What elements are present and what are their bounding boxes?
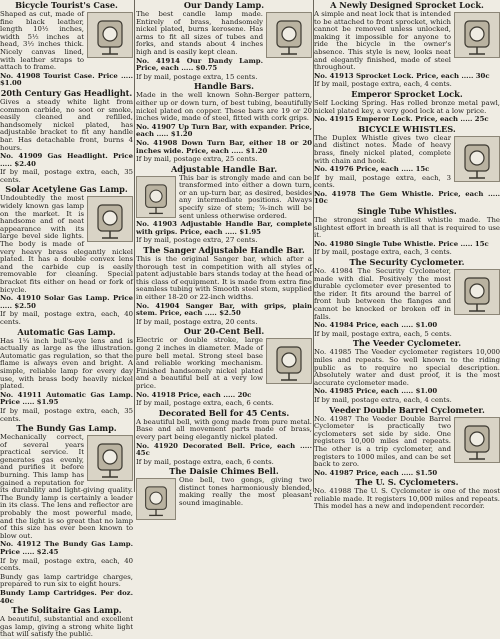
product-engraving (454, 136, 500, 182)
item-heading: Our Dandy Lamp. (183, 0, 265, 10)
item-description: Electric or double stroke, large gong 2 inches in diameter. Made of pure bell metal. Strong steel base and reliable working mechanism. Finished handsomely nickel plated and a beautiful bell at a very low price. (136, 336, 263, 390)
item-heading: Single Tube Whistles. (357, 206, 457, 217)
item-heading: BICYCLE WHISTLES. (358, 123, 456, 134)
item-price: No. 41913 Sprocket Lock. Price, each ..... 30c (314, 71, 490, 80)
item-price: No. 41980 Single Tube Whistle. Price ..... 15c (314, 239, 489, 248)
item-description: Has 1¼ inch bull's-eye lens and is actually as large as the illustration. Automatic gas regulation, so that the flame is always even and bright. A simple, reliable lamp for every day use, with brass body heavily nickel plated. (0, 336, 133, 391)
item-price: No. 41909 Gas Headlight. Price ..... $2.40 (0, 152, 133, 168)
item-description: The strongest and shrillest whistle made. The slightest effort in breath is all that is required to use it. (314, 216, 500, 240)
item-heading: The Solitaire Gas Lamp. (11, 605, 122, 616)
item-description: If by mail, postage extra, each, 35 cents. (0, 406, 133, 423)
item-price: No. 41976 Price, each ..... 15c (314, 165, 430, 174)
item-heading: Veeder Double Barrel Cyclometer. (329, 404, 485, 415)
product-engraving (87, 435, 133, 481)
item-description: Gives a steady white light from common carbide, no soot or smoke, easily cleaned and refilled, handsomely nickel plated, has adjustable bracket to fit any handle bar. Has detachable front, burns 4 hours. (0, 97, 133, 152)
item-price: No. 41910 Solar Gas Lamp. Price ..... $2.50 (0, 294, 133, 310)
item-description: If by mail, postage extra, 15 cents. (136, 72, 258, 81)
product-engraving (136, 176, 176, 218)
item-description: Shaped as cut, made of fine black leather, length 10½ inches, width 5½ inches at head, 3½ inches thick. Nicely canvas lined, with leather straps to attach to frame. (0, 10, 84, 72)
item-heading: The Security Cyclometer. (349, 257, 465, 268)
middle-column (136, 0, 312, 508)
item-price: No. 41911 Automatic Gas Lamp. Price ..... $1.95 (0, 390, 133, 407)
item-description: If by mail, postage extra, each, 6 cents. (136, 399, 274, 408)
item-price: No. 41903 Adjustable Handle Bar, complete with grips. Price, each ..... $1.95 (136, 220, 312, 236)
item-heading: Bicycle Tourist's Case. (15, 0, 118, 10)
item-description: If by mail, postage extra, 20 cents. (136, 317, 258, 326)
item-heading: Automatic Gas Lamp. (17, 326, 116, 337)
left-column (0, 0, 133, 639)
item-description: If by mail, postage extra, 25 cents. (136, 155, 258, 164)
item-description: Bundy gas lamp cartridge charges, prepared to run six to eight hours. (0, 572, 133, 589)
item-heading: The Daisie Chimes Bell. (169, 466, 279, 477)
item-heading: The Veeder Cyclometer. (352, 338, 462, 349)
product-engraving (87, 12, 133, 58)
item-price: No. 41915 Emperor Lock. Price, each ..... 25c (314, 115, 489, 124)
item-description: Mechanically correct, of several years practical service. It generates gas evenly, and purifies it before burning. This lamp has gained a reputation for its durability and light-giving quality. The Bundy lamp is certainly a leader in its class. The lens and reflector are probably the most powerful made, and the light is so great that no lamp of this size has ever been known to blow out. (0, 433, 133, 540)
item-description: If by mail, postage extra, each, 4 cents. (314, 395, 452, 404)
item-price: No. 41987 Price, each ..... $1.50 (314, 468, 438, 477)
item-heading: A Newly Designed Sprocket Lock. (330, 0, 484, 10)
item-description: If by mail, postage extra, each, 40 cents. (0, 556, 133, 573)
item-description: A beautiful, substantial and excellent gas lamp, giving a strong white light that will satisfy the public. (0, 615, 133, 639)
item-description: Self Locking Spring. Has rolled bronze metal pawl, nickel plated key, a very good lock at a low price. (314, 98, 500, 115)
item-price: No. 41912 The Bundy Gas Lamp. Price ..... $2.45 (0, 540, 133, 556)
item-heading: Adjustable Handle Bar. (170, 163, 278, 174)
item-description: No. 41984 The Security Cyclometer, made with dial. Positively the most durable cyclometer ever presented to the rider. It fits around the barrel of front hub between the flanges and cannot be knocked or broken off in falls. (314, 267, 451, 321)
item-heading: Handle Bars. (194, 81, 254, 92)
item-description: A simple and neat lock that is intended to be attached to front sprocket, which cannot be removed unless unlocked, making it impossible for anyone to ride the bicycle in the owner's absence. This style is new, looks neat and elegantly finished, made of steel throughout. (314, 10, 451, 72)
item-description: This is the original Sanger bar, which after a thorough test in competition with all styles of patent adjustable bars stands today at the head of this class of equipment. It is made from extra fine seamless tubing with Smooth steel stem, supplied in either 18-20 or 22-inch widths. (136, 255, 312, 301)
item-heading: The Sanger Adjustable Handle Bar. (143, 245, 305, 256)
item-description: If by mail, postage extra, each, 3 cents. (314, 173, 451, 190)
column-divider (134, 0, 135, 492)
item-heading: Solar Acetylene Gas Lamp. (5, 184, 128, 195)
product-engraving (136, 478, 176, 520)
item-description: If by mail, postage extra, each, 40 cents. (0, 310, 133, 326)
item-description: If by mail, postage extra, each, 4 cents. (314, 80, 452, 89)
product-engraving (266, 338, 312, 384)
item-price: No. 41920 Decorated Bell. Price, each ..... 45c (136, 441, 312, 458)
item-description: No. 41988 The U. S. Cyclometer is one of the most reliable made. It registers 10,000 miles and repeats. This model has a new and independent recorder. (314, 487, 500, 511)
item-price: No. 41918 Price, each ..... 20c (136, 390, 252, 399)
item-heading: The Bundy Gas Lamp. (16, 423, 117, 434)
item-heading: 20th Century Gas Headlight. (0, 87, 133, 98)
item-price: No. 41978 The Gem Whistle. Price, each ..... 10c (314, 189, 500, 206)
item-description: The best candle lamp made. Entirely of brass, handsomely nickel plated, burns kerosene. Has arms to fit all sizes of tubes and forks, and stands about 4 inches high and is easily kept clean. (136, 10, 263, 56)
item-price: No. 41908 Down Turn Bar, either 18 or 20 inches wide. Price, each ..... $1.20 (136, 138, 312, 155)
item-price: No. 41985 Price, each ..... $1.00 (314, 387, 438, 396)
item-price: Bundy Lamp Cartridges. Per doz. 40c (0, 588, 133, 605)
item-price: No. 41908 Tourist Case. Price ..... $1.00 (0, 71, 133, 88)
item-description: If by mail, postage extra, each, 6 cents. (136, 457, 274, 466)
item-price: No. 41907 Up Turn Bar, with expander. Price, each ..... $1.20 (136, 122, 312, 139)
product-engraving (266, 12, 312, 58)
item-heading: Emperor Sprocket Lock. (351, 88, 463, 99)
product-engraving (454, 269, 500, 315)
item-description: Undoubtedly the most widely known gas lamp on the market. It is handsome and of neat appearance with its large bevel side lights. The body is made of very heavy brass elegantly nickel plated. It has a double convex lens and the carbide cup is easily removable for cleaning. Special bracket fits either on head or fork of bicycle. (0, 194, 133, 294)
item-price: No. 41984 Price, each ..... $1.00 (314, 321, 438, 330)
item-description: The Duplex Whistle gives two clear and distinct notes. Made of heavy brass, finely nickel plated, complete with chain and hook. (314, 133, 451, 165)
item-description: Made in the well known Sohn-Berger pattern, either up or down turn, of best tubing, beautifully nickel plated on copper. These bars are 19 or 20 inches wide, made of steel, fitted with cork grips. (136, 91, 312, 123)
right-column (314, 0, 500, 511)
item-description: If by mail, postage extra, each, 3 cents. (314, 248, 452, 257)
item-heading: Decorated Bell for 45 Cents. (158, 407, 290, 418)
item-description: No. 41987 The Veeder Double Barrel Cyclometer is practically two cyclometers set side by side. One registers 10,000 miles and repeats. The other is a trip cyclometer, and registers to 1000 miles, and can be set back to zero. (314, 414, 451, 469)
product-engraving (87, 196, 133, 242)
item-description: If by mail, postage extra, each, 35 cents. (0, 168, 133, 184)
item-heading: Our 20-Cent Bell. (183, 326, 265, 337)
item-description: If by mail, postage extra, 27 cents. (136, 236, 258, 245)
item-description: No. 41985 The Veeder cyclometer registers 10,000 miles and repeats. So well known to the riding public as to require no special description. Absolutely water and dust proof, it is the most accurate cyclometer made. (314, 348, 500, 387)
item-description: If by mail, postage extra, each, 5 cents. (314, 329, 452, 338)
item-description: This bar is strongly made and can be transformed into either a down turn, or an up-turn bar, as desired, besides any intermediate positions. Always specify size of stem; ⅞-inch will be sent unless otherwise ordered. (179, 173, 312, 220)
product-engraving (454, 12, 500, 58)
item-price: No. 41914 Our Dandy Lamp. Price, each ..... $0.75 (136, 56, 263, 73)
item-price: No. 41904 Sanger Bar, with grips, plain stem. Price, each ..... $2.50 (136, 301, 312, 318)
product-engraving (454, 417, 500, 463)
item-description: One bell, two gongs, giving two distinct tones harmoniously blended, making really the most pleasant sound imaginable. (179, 476, 312, 508)
item-description: A beautiful bell, with gong made from pure metal. Base and all movement parts made of brass, every part being elegantly nickel plated. (136, 417, 312, 441)
item-heading: The U. S. Cyclometers. (355, 477, 459, 488)
